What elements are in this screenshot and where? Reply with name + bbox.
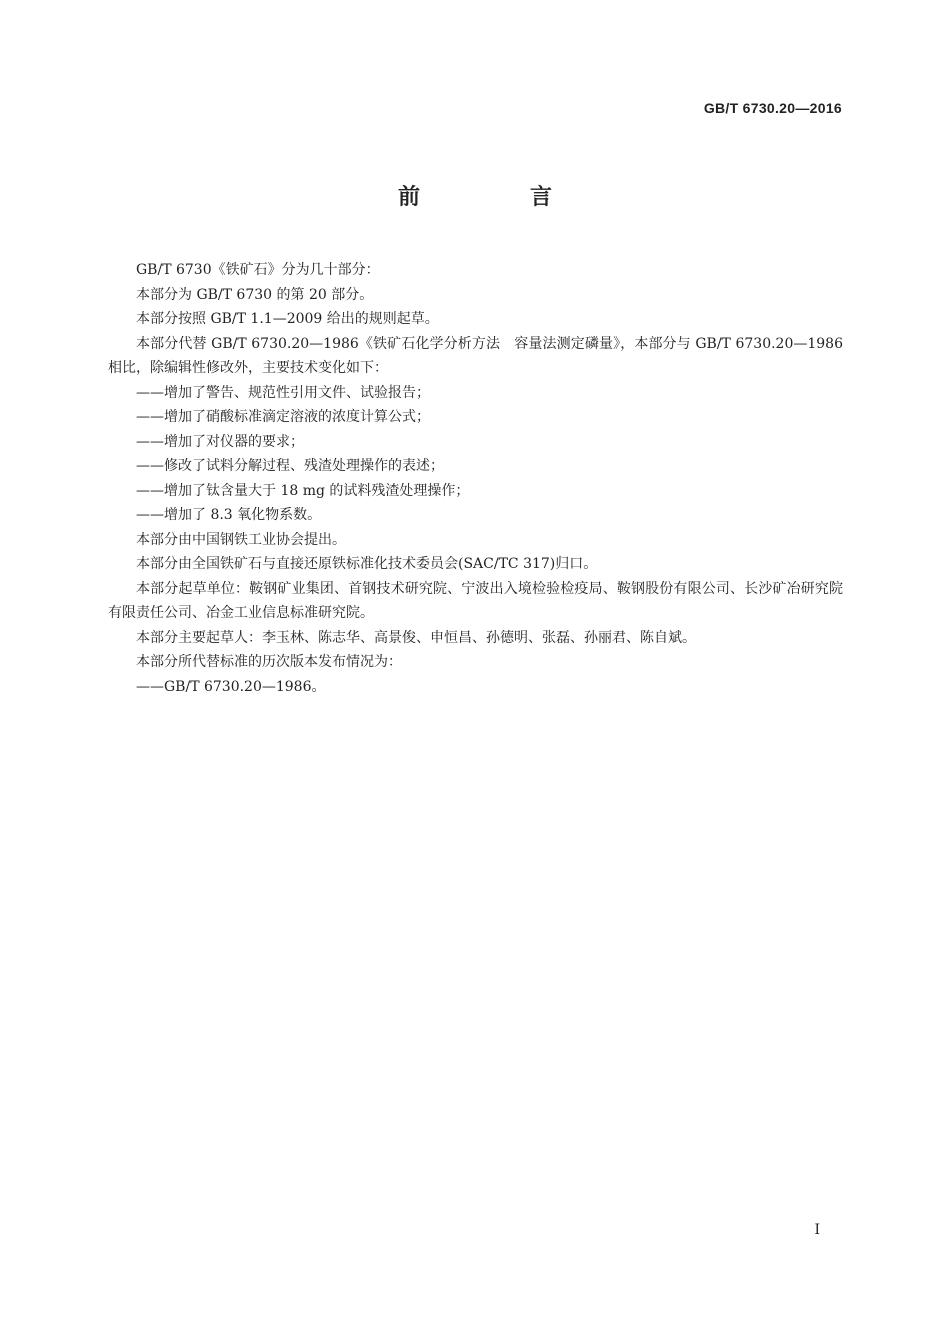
list-item: ——增加了硝酸标准滴定溶液的浓度计算公式； bbox=[136, 409, 430, 425]
list-item: ——增加了钛含量大于 18 mg 的试料残渣处理操作； bbox=[136, 482, 470, 499]
standard-code: GB/T 6730.20—2016 bbox=[703, 100, 842, 116]
paragraph-drafting-rules: 本部分按照 GB/T 1.1—2009 给出的规则起草。 bbox=[136, 311, 439, 327]
paragraph-part: 本部分为 GB/T 6730 的第 20 部分。 bbox=[136, 286, 374, 303]
paragraph-history: 本部分所代替标准的历次版本发布情况为： bbox=[136, 654, 402, 670]
list-item: ——增加了 8.3 氧化物系数。 bbox=[136, 507, 322, 523]
paragraph-series: GB/T 6730《铁矿石》分为几十部分： bbox=[136, 262, 380, 278]
paragraph-replaces: 本部分代替 GB/T 6730.20—1986《铁矿石化学分析方法 容量法测定磷量》，本部分与 GB/T 6730.20—1986相比，除编辑性修改外，主要技术变化如下： bbox=[108, 335, 843, 376]
paragraph-drafters: 本部分主要起草人：李玉林、陈志华、高景俊、申恒昌、孙德明、张磊、孙丽君、陈自斌。 bbox=[136, 629, 696, 646]
page-number: I bbox=[814, 1222, 820, 1238]
paragraph-drafting-units: 本部分起草单位：鞍钢矿业集团、首钢技术研究院、宁波出入境检验检疫局、鞍钢股份有限公司、长沙矿冶研究院有限责任公司、冶金工业信息标准研究院。 bbox=[108, 580, 843, 621]
list-item: ——增加了对仪器的要求； bbox=[136, 433, 304, 450]
paragraph-committee: 本部分由全国铁矿石与直接还原铁标准化技术委员会(SAC/TC 317)归口。 bbox=[136, 556, 598, 572]
paragraph-proposer: 本部分由中国钢铁工业协会提出。 bbox=[136, 531, 346, 548]
list-item: ——修改了试料分解过程、残渣处理操作的表述； bbox=[136, 458, 444, 474]
page-title: 前 言 bbox=[397, 185, 596, 210]
list-item: ——GB/T 6730.20—1986。 bbox=[136, 678, 326, 695]
foreword-body bbox=[108, 258, 843, 699]
list-item: ——增加了警告、规范性引用文件、试验报告； bbox=[136, 384, 430, 401]
